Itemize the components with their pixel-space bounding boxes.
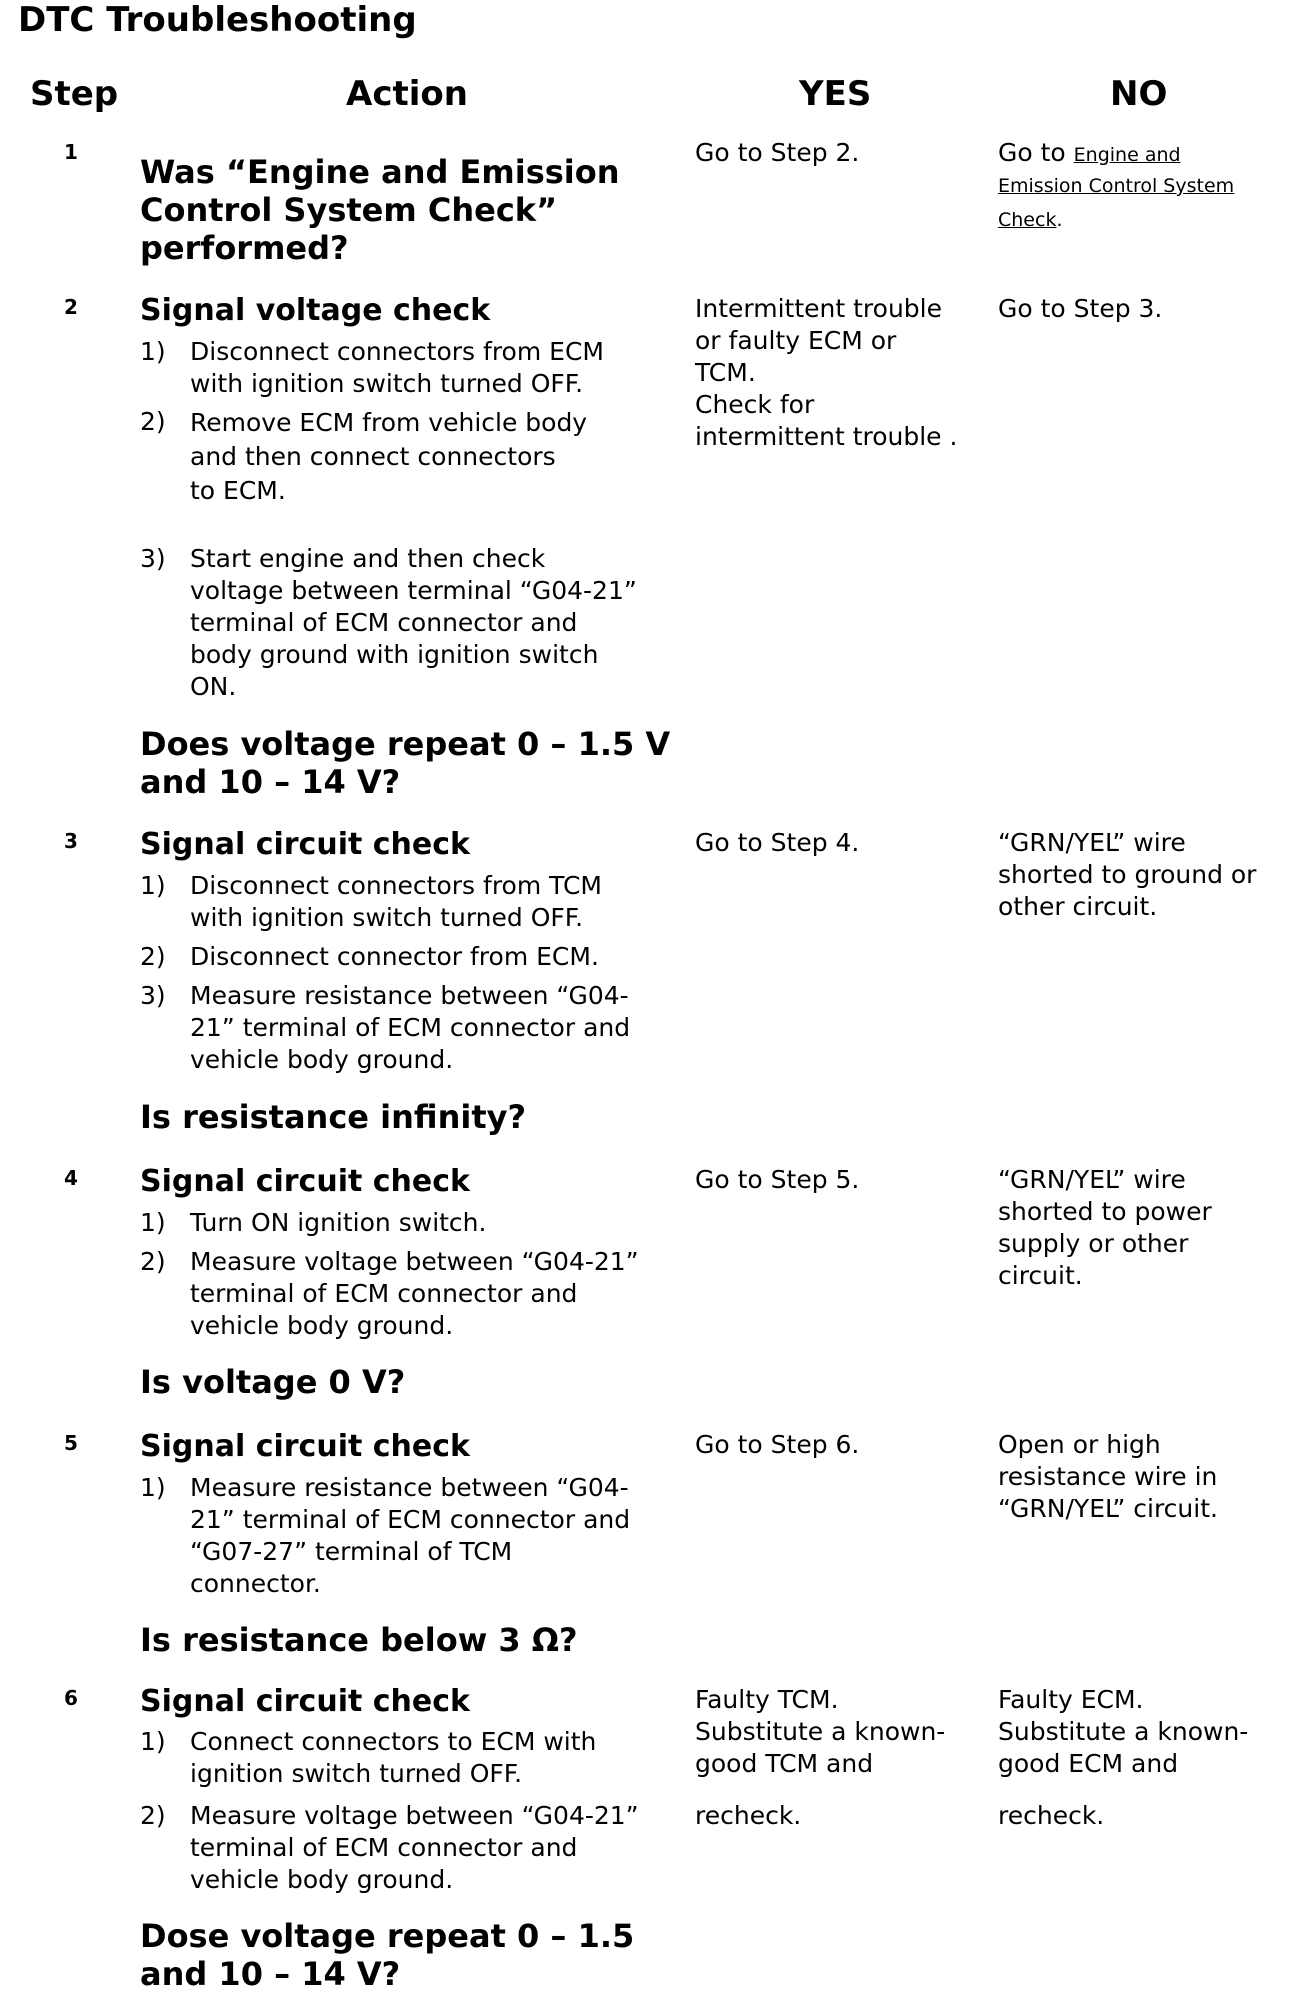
item-number: 1) <box>140 1473 166 1502</box>
step-question <box>140 153 620 267</box>
question-line: Control System Check” <box>140 191 558 229</box>
item-line: 21” terminal of ECM connector and <box>190 1505 631 1534</box>
step-question <box>140 1621 578 1659</box>
item-line: with ignition switch turned OFF. <box>190 369 584 398</box>
result-line: circuit. <box>998 1261 1083 1290</box>
step-title: Signal voltage check <box>140 293 491 328</box>
item-line: 21” terminal of ECM connector and <box>190 1013 631 1042</box>
step-number: 6 <box>64 1686 78 1710</box>
step-title: Signal circuit check <box>140 1429 470 1464</box>
item-line: Measure voltage between “G04-21” <box>190 1247 639 1276</box>
no-result <box>998 1164 1212 1292</box>
item-line: ignition switch turned OFF. <box>190 1759 523 1788</box>
no-result <box>998 1429 1218 1525</box>
result-line: Faulty ECM. <box>998 1685 1144 1714</box>
step-number: 5 <box>64 1431 78 1455</box>
result-line: good TCM and <box>695 1749 874 1778</box>
result-line: shorted to power <box>998 1197 1212 1226</box>
column-header-yes: YES <box>799 74 872 114</box>
yes-result <box>695 1429 859 1461</box>
step-number: 2 <box>64 295 78 319</box>
item-number: 1) <box>140 1208 166 1237</box>
yes-result <box>695 137 859 169</box>
no-result <box>998 293 1162 325</box>
no-result-tail: recheck. <box>998 1801 1105 1830</box>
item-line: vehicle body ground. <box>190 1045 454 1074</box>
step-question <box>140 1917 634 1993</box>
result-line: Substitute a known- <box>695 1717 946 1746</box>
step-title: Signal circuit check <box>140 1684 470 1719</box>
result-line: other circuit. <box>998 892 1158 921</box>
item-line: terminal of ECM connector and <box>190 1279 578 1308</box>
item-line: Remove ECM from vehicle body <box>190 408 588 437</box>
page-title: DTC Troubleshooting <box>18 0 417 40</box>
step-title: Signal circuit check <box>140 827 470 862</box>
yes-result <box>695 1164 859 1196</box>
question-line: Is resistance below 3 Ω? <box>140 1621 578 1659</box>
item-line: with ignition switch turned OFF. <box>190 903 584 932</box>
no-result <box>998 1684 1248 1780</box>
yes-result-tail: recheck. <box>695 1801 802 1830</box>
result-line: Substitute a known- <box>998 1717 1249 1746</box>
result-line: Faulty TCM. <box>695 1685 839 1714</box>
item-line: Disconnect connector from ECM. <box>190 942 599 971</box>
no-result <box>998 827 1266 923</box>
item-line: Start engine and then check <box>190 544 546 573</box>
result-line: Go to Step 4. <box>695 828 860 857</box>
result-line: Open or high <box>998 1430 1161 1459</box>
yes-result <box>695 827 859 859</box>
step-number: 3 <box>64 829 78 853</box>
result-line: shorted to ground or <box>998 860 1257 889</box>
item-line: Turn ON ignition switch. <box>190 1208 487 1237</box>
item-line: Measure resistance between “G04- <box>190 981 629 1010</box>
item-number: 1) <box>140 337 166 366</box>
item-line: Disconnect connectors from TCM <box>190 871 602 900</box>
result-line: Check for <box>695 390 815 419</box>
result-line: Go to Step 5. <box>695 1165 860 1194</box>
question-line: Does voltage repeat 0 – 1.5 V <box>140 725 671 763</box>
result-line: resistance wire in <box>998 1462 1218 1491</box>
question-line: and 10 – 14 V? <box>140 763 401 801</box>
item-number: 2) <box>140 1247 166 1276</box>
item-number: 3) <box>140 981 166 1010</box>
result-line: Go to <box>998 138 1074 167</box>
engine-emission-check-link[interactable]: Emission Control System <box>998 175 1235 197</box>
item-number: 1) <box>140 1727 166 1756</box>
item-line: vehicle body ground. <box>190 1865 454 1894</box>
question-line: Is resistance infinity? <box>140 1098 527 1136</box>
item-line: Measure voltage between “G04-21” <box>190 1801 639 1830</box>
result-line: supply or other <box>998 1229 1189 1258</box>
item-line: voltage between terminal “G04-21” <box>190 576 637 605</box>
step-question <box>140 1098 526 1136</box>
column-header-no: NO <box>1110 74 1168 114</box>
no-result <box>998 137 1234 236</box>
item-number: 2) <box>140 942 166 971</box>
engine-emission-check-link[interactable]: Check <box>998 209 1057 231</box>
step-number: 4 <box>64 1166 78 1190</box>
item-line: to ECM. <box>190 476 286 505</box>
item-line: Disconnect connectors from ECM <box>190 337 604 366</box>
engine-emission-check-link[interactable]: Engine and <box>1073 144 1181 166</box>
result-line: intermittent trouble . <box>695 422 958 451</box>
result-line: Go to Step 2. <box>695 138 860 167</box>
step-question <box>140 725 670 801</box>
result-line: “GRN/YEL” wire <box>998 828 1186 857</box>
result-line: . <box>1056 209 1063 231</box>
result-line: “GRN/YEL” wire <box>998 1165 1186 1194</box>
item-number: 2) <box>140 407 166 436</box>
column-header-step: Step <box>30 74 119 114</box>
question-line: performed? <box>140 229 349 267</box>
item-line: ON. <box>190 672 237 701</box>
item-line: connector. <box>190 1569 321 1598</box>
item-number: 3) <box>140 544 166 573</box>
result-line: good ECM and <box>998 1749 1179 1778</box>
question-line: Is voltage 0 V? <box>140 1363 406 1401</box>
yes-result <box>695 1684 945 1780</box>
item-line: terminal of ECM connector and <box>190 608 578 637</box>
step-title: Signal circuit check <box>140 1164 470 1199</box>
result-line: TCM. <box>695 358 756 387</box>
result-line: or faulty ECM or <box>695 326 897 355</box>
yes-result <box>695 293 957 453</box>
item-line: “G07-27” terminal of TCM <box>190 1537 513 1566</box>
result-line: Go to Step 6. <box>695 1430 860 1459</box>
question-line: Was “Engine and Emission <box>140 153 620 191</box>
result-line: Go to Step 3. <box>998 294 1163 323</box>
item-line: body ground with ignition switch <box>190 640 599 669</box>
item-number: 1) <box>140 871 166 900</box>
question-line: Dose voltage repeat 0 – 1.5 <box>140 1917 635 1955</box>
step-question <box>140 1363 405 1401</box>
result-line: Intermittent trouble <box>695 294 942 323</box>
question-line: and 10 – 14 V? <box>140 1955 401 1993</box>
item-line: Measure resistance between “G04- <box>190 1473 629 1502</box>
step-number: 1 <box>64 140 78 164</box>
column-header-action: Action <box>346 74 468 114</box>
item-line: Connect connectors to ECM with <box>190 1727 597 1756</box>
item-line: and then connect connectors <box>190 442 556 471</box>
item-number: 2) <box>140 1801 166 1830</box>
result-line: “GRN/YEL” circuit. <box>998 1494 1218 1523</box>
item-line: terminal of ECM connector and <box>190 1833 578 1862</box>
item-line: vehicle body ground. <box>190 1311 454 1340</box>
